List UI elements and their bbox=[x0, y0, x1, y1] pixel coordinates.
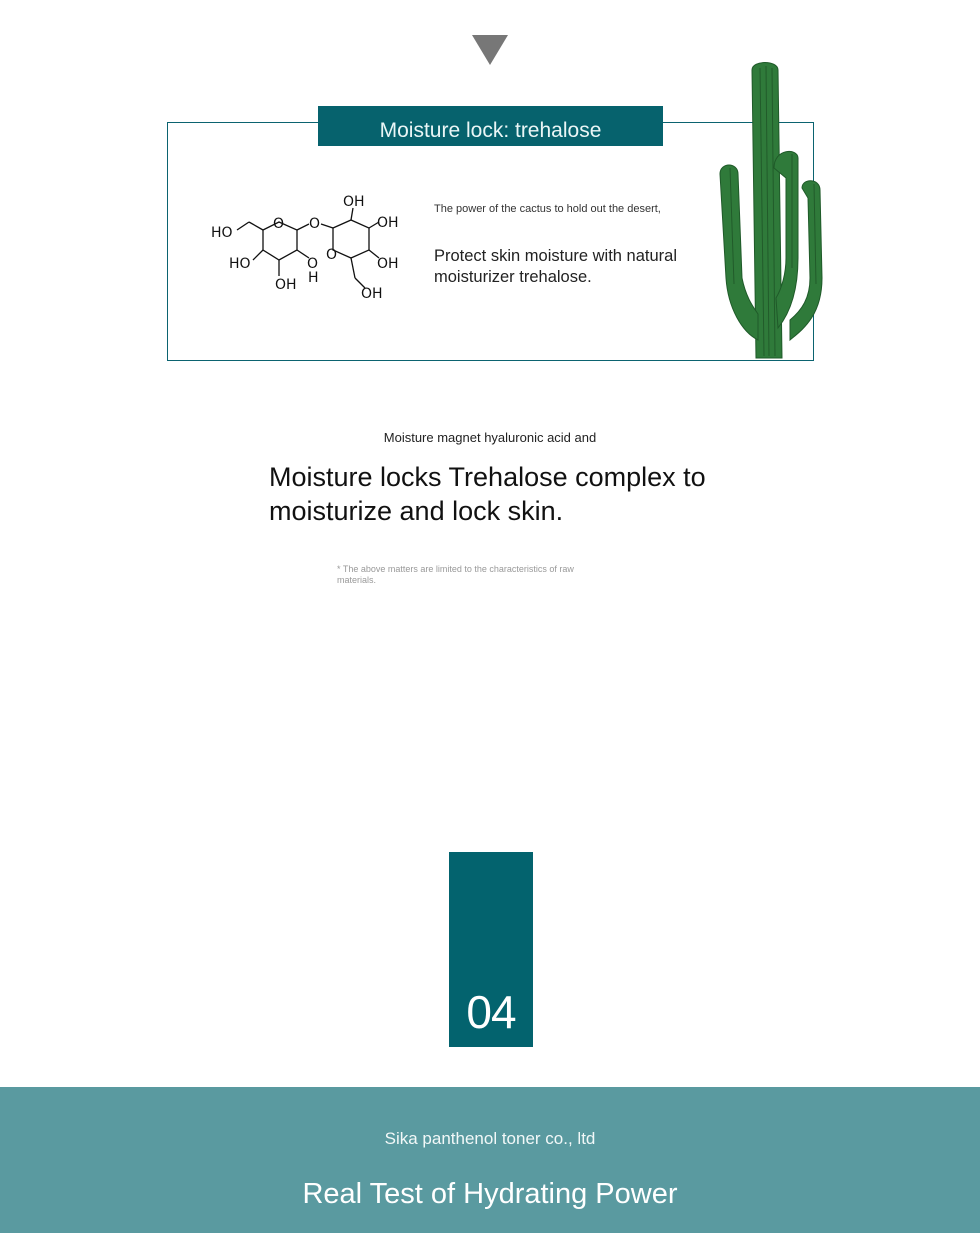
molecule-label: O bbox=[273, 216, 285, 232]
molecule-label: H bbox=[308, 270, 319, 286]
intro-text: Moisture magnet hyaluronic acid and bbox=[383, 430, 597, 445]
molecule-label: O bbox=[309, 216, 321, 232]
section-number: 04 bbox=[466, 986, 516, 1038]
molecule-label: O bbox=[326, 247, 338, 263]
molecule-label: OH bbox=[361, 286, 383, 302]
footer-title: Real Test of Hydrating Power bbox=[302, 1178, 678, 1210]
footer-banner bbox=[0, 1087, 980, 1233]
company-name: Sika panthenol toner co., ltd bbox=[384, 1129, 596, 1148]
molecule-label: HO bbox=[229, 256, 251, 272]
down-arrow-icon bbox=[472, 35, 508, 65]
disclaimer-note: * The above matters are limited to the characteristics of raw materials. bbox=[337, 564, 574, 585]
molecule-label: OH bbox=[377, 215, 399, 231]
cactus-image bbox=[706, 58, 836, 360]
card-body-text: Protect skin moisture with natural moisturizer trehalose. bbox=[434, 247, 678, 286]
molecule-label: OH bbox=[275, 277, 297, 293]
headline: Moisture locks Trehalose complex to moisturize and lock skin. bbox=[269, 462, 706, 526]
molecule-label: O bbox=[307, 256, 319, 272]
molecule-label: OH bbox=[377, 256, 399, 272]
molecule-label: HO bbox=[211, 225, 233, 241]
molecule-label: OH bbox=[343, 194, 365, 210]
card-small-text: The power of the cactus to hold out the desert, bbox=[434, 203, 661, 215]
card-tab-title: Moisture lock: trehalose bbox=[318, 106, 663, 146]
trehalose-molecule-diagram bbox=[205, 188, 410, 306]
